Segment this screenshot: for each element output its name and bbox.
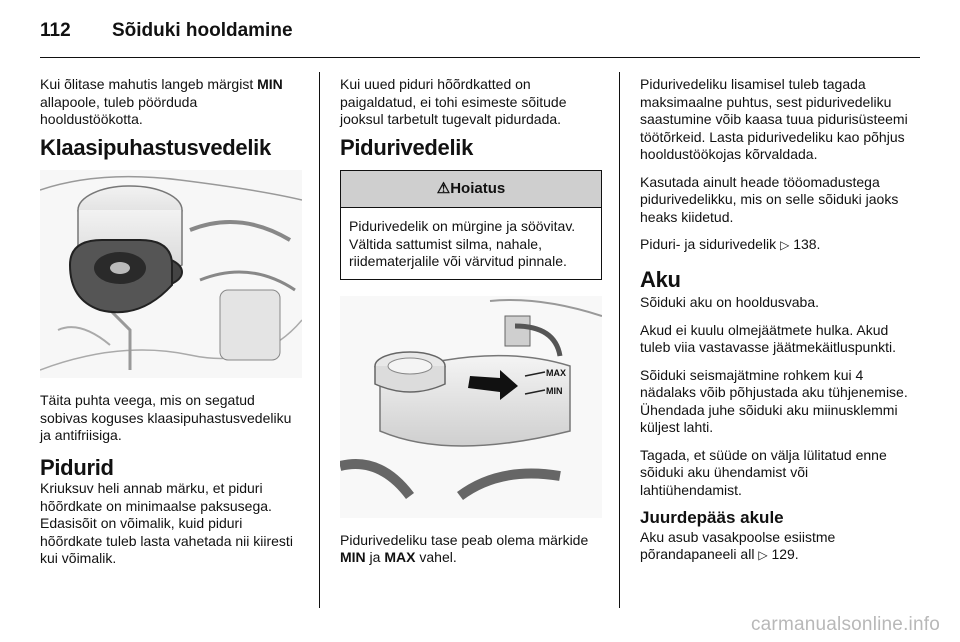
column-divider-2 — [619, 72, 620, 608]
column-divider-1 — [319, 72, 320, 608]
column-middle — [340, 76, 602, 577]
text-fragment: Kui õlitase mahutis langeb märgist — [40, 76, 258, 92]
page-reference-icon: ▷ — [758, 548, 768, 562]
brake-fluid-reservoir-illustration — [340, 296, 602, 518]
brakes-paragraph: Kriuksuv heli annab märku, et piduri hõõrdkate on minimaalse paksusega. Edasisõit on võimalik, kuid piduri hõõrdkate tuleb lasta vahetada nii kiiresti kui võimalik. — [40, 480, 293, 566]
brakes-heading: Pidurid — [40, 454, 114, 480]
oil-level-paragraph — [40, 76, 302, 129]
battery-heading: Aku — [640, 266, 681, 292]
level-paragraph — [340, 532, 602, 567]
washer-reservoir-drawing — [40, 170, 302, 378]
warning-triangle-icon: ⚠ — [436, 180, 451, 197]
brake-fluid-heading: Pidurivedelik — [340, 134, 474, 160]
washer-fluid-paragraph: Täita puhta veega, mis on segatud sobivas koguses klaasipuhastusvedeliku ja antifriisiga. — [40, 392, 292, 443]
approved-fluid-paragraph: Kasutada ainult heade tööomadustega pidurivedelikku, mis on selle sõiduki jaoks heaks kiidetud. — [640, 173, 899, 225]
battery-paragraph-2: Akud ei kuulu olmejäätmete hulka. Akud tuleb viia vastavasse jäätmekäitluspunkti. — [640, 321, 897, 355]
page-header — [40, 20, 293, 42]
text-fragment: Aku asub vasakpoolse esiistme põrandapaneeli all — [640, 528, 836, 562]
warning-title: Hoiatus — [450, 180, 506, 197]
battery-paragraph-3: Sõiduki seismajätmine rohkem kui 4 nädalaks võib põhjustada aku tühjenemise. Ühendada juhe sõiduki aku miinusklemmi küljest lahti. — [640, 366, 908, 435]
page-reference-icon: ▷ — [780, 238, 790, 252]
min-label: MIN — [546, 385, 563, 396]
washer-reservoir-illustration — [40, 170, 302, 378]
cleanliness-paragraph: Pidurivedeliku lisamisel tuleb tagada maksimaalne puhtus, sest pidurivedeliku saastumine võib kaasa tuua pidurisüsteemi töötõrkeid. Lasta pidurivedeliku kao põhjus hooldustöökojas kõrvaldada. — [640, 76, 908, 162]
max-label: MAX — [546, 367, 566, 378]
battery-access-heading: Juurdepääs akule — [640, 508, 784, 527]
text-fragment: Piduri- ja sidurivedelik — [640, 236, 781, 252]
battery-access-paragraph — [640, 529, 908, 565]
new-pads-paragraph: Kui uued piduri hõõrdkatted on paigaldatud, ei tohi esimeste sõitude jooksul tarbetult tugevalt pidurdada. — [340, 76, 567, 127]
page-reference[interactable]: 129. — [771, 546, 799, 562]
text-fragment: Pidurivedeliku tase peab olema märkide — [340, 531, 589, 548]
max-mark: MAX — [384, 549, 416, 565]
text-fragment: vahel. — [415, 549, 457, 565]
battery-paragraph-1: Sõiduki aku on hooldusvaba. — [640, 294, 820, 310]
warning-box — [340, 170, 602, 280]
warning-text: Pidurivedelik on mürgine ja söövitav. Vältida sattumist silma, nahale, riidematerjalile või värvitud pinnale. — [349, 218, 576, 269]
battery-paragraph-4: Tagada, et süüde on välja lülitatud enne sõiduki aku ühendamist või lahtiühendamist. — [640, 446, 887, 498]
watermark: carmanualsonline.info — [750, 614, 940, 635]
warning-header — [341, 171, 601, 208]
washer-fluid-heading: Klaasipuhastusvedelik — [40, 134, 271, 160]
min-mark: MIN — [257, 76, 283, 92]
page-title: Sõiduki hooldamine — [112, 20, 293, 41]
page-reference[interactable]: 138. — [793, 236, 821, 252]
column-left — [40, 76, 302, 578]
text-fragment: ja — [365, 549, 385, 565]
brake-reservoir-drawing — [340, 296, 602, 518]
column-right — [640, 76, 908, 575]
text-fragment: allapoole, tuleb pöörduda hooldustöökotta. — [40, 93, 198, 127]
fluid-reference-paragraph — [640, 236, 908, 255]
header-rule — [40, 57, 920, 58]
min-mark: MIN — [340, 549, 366, 565]
page-number: 112 — [40, 20, 71, 41]
